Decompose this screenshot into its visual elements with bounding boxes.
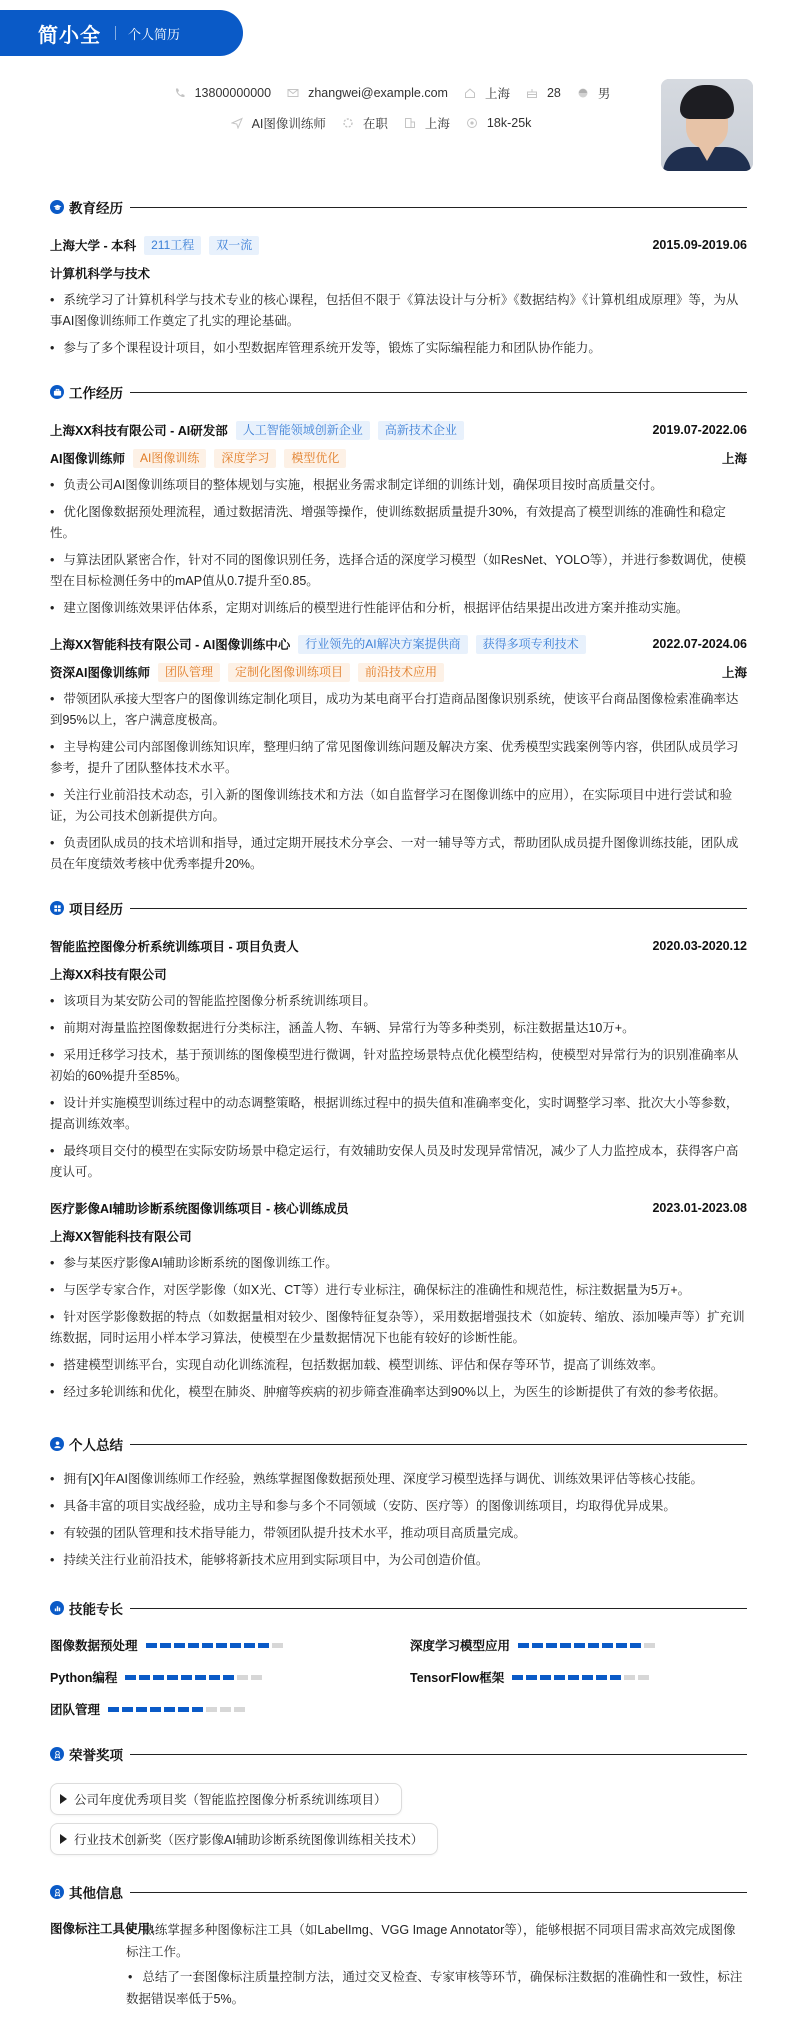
list-item: • 优化图像数据预处理流程，通过数据清洗、增强等操作，使训练数据质量提升30%，有效提高了模型训练的准确性和稳定性。 — [50, 502, 747, 544]
skill-segment-filled — [122, 1707, 133, 1712]
contact-status — [342, 114, 388, 132]
skill-segment-empty — [272, 1643, 283, 1648]
project-date: 2020.03-2020.12 — [652, 939, 747, 953]
skill-name: 深度学习模型应用 — [410, 1639, 511, 1653]
skill-segment-filled — [178, 1707, 189, 1712]
awards-list — [50, 1775, 747, 1855]
skill-segment-filled — [202, 1643, 213, 1648]
list-item: • 主导构建公司内部图像训练知识库，整理归纳了常见图像训练问题及解决方案、优秀模型实践案例等内容，供团队成员学习参考，提升了团队整体技术水平。 — [50, 737, 747, 779]
company-tag: 高新技术企业 — [378, 421, 464, 440]
list-item: • 具备丰富的项目实战经验，成功主导和参与多个不同领域（安防、医疗等）的图像训练项目，均取得优异成果。 — [50, 1496, 747, 1517]
skill-segment-filled — [588, 1643, 599, 1648]
skill-item — [410, 1637, 747, 1653]
skill-segment-filled — [574, 1643, 585, 1648]
skill-segment-filled — [244, 1643, 255, 1648]
contact-salary — [466, 116, 531, 130]
skill-level-bar — [108, 1707, 248, 1712]
gender-icon — [577, 87, 589, 99]
avatar-photo — [661, 79, 753, 171]
award-item[interactable] — [50, 1823, 438, 1855]
section-skills — [50, 1597, 747, 1717]
job-title: AI图像训练师 — [251, 117, 326, 131]
header-banner — [0, 10, 243, 56]
resume-name: 简小全 — [38, 24, 101, 47]
skill-segment-empty — [638, 1675, 649, 1680]
list-item: • 参与某医疗影像AI辅助诊断系统的图像训练工作。 — [50, 1253, 747, 1274]
other-info-row — [50, 1919, 747, 2013]
section-header — [50, 381, 747, 403]
skill-segment-empty — [644, 1643, 655, 1648]
project-name: 医疗影像AI辅助诊断系统图像训练项目 - 核心训练成员 — [50, 1202, 349, 1216]
skill-segment-filled — [546, 1643, 557, 1648]
education-date: 2015.09-2019.06 — [652, 238, 747, 252]
list-item: • 系统学习了计算机科学与技术专业的核心课程，包括但不限于《算法设计与分析》《数据结构》《计算机组成原理》等，为从事AI图像训练师工作奠定了扎实的理论基础。 — [50, 290, 747, 332]
skill-segment-filled — [526, 1675, 537, 1680]
skill-segment-filled — [258, 1643, 269, 1648]
city-icon — [404, 117, 416, 129]
section-title: 个人总结 — [69, 1438, 123, 1453]
list-item: • 设计并实施模型训练过程中的动态调整策略，根据训练过程中的损失值和准确率变化，实时调整学习率、批次大小等参数，提高训练效率。 — [50, 1093, 747, 1135]
work-entry-header — [50, 421, 747, 439]
section-divider — [130, 392, 747, 393]
skill-level-bar — [512, 1675, 652, 1680]
skill-segment-empty — [624, 1675, 635, 1680]
work-location: 上海 — [721, 666, 747, 680]
expected-salary: 18k-25k — [486, 116, 532, 130]
list-item: • 经过多轮训练和优化，模型在肺炎、肿瘤等疾病的初步筛查准确率达到90%以上，为医生的诊断提供了有效的参考依据。 — [50, 1382, 747, 1403]
section-awards — [50, 1743, 747, 1855]
project-entry-header — [50, 937, 747, 955]
list-item: • 负责公司AI图像训练项目的整体规划与实施，根据业务需求制定详细的训练计划，确保项目按时高质量交付。 — [50, 475, 747, 496]
list-item: • 负责团队成员的技术培训和指导，通过定期开展技术分享会、一对一辅导等方式，帮助团队成员提升图像训练技能，团队成员在年度绩效考核中优秀率提升20%。 — [50, 833, 747, 875]
residence-city: 上海 — [484, 87, 510, 101]
award-item[interactable] — [50, 1783, 402, 1815]
list-item: • 有较强的团队管理和技术指导能力，带领团队提升技术水平，推动项目高质量完成。 — [50, 1523, 747, 1544]
skill-item — [50, 1669, 410, 1685]
other-info-bullets — [126, 1919, 747, 2013]
position-tag: 深度学习 — [214, 449, 276, 468]
skill-segment-filled — [596, 1675, 607, 1680]
skill-segment-filled — [582, 1675, 593, 1680]
company-name: 上海XX科技有限公司 - AI研发部 — [50, 424, 228, 438]
skill-segment-filled — [188, 1643, 199, 1648]
project-company-line — [50, 965, 747, 983]
skill-segment-filled — [610, 1675, 621, 1680]
skill-segment-filled — [518, 1643, 529, 1648]
section-title: 技能专长 — [69, 1602, 123, 1617]
list-item: • 采用迁移学习技术，基于预训练的图像模型进行微调，针对监控场景特点优化模型结构，使模型对异常行为的识别准确率从初始的60%提升至85%。 — [50, 1045, 747, 1087]
skill-segment-filled — [160, 1643, 171, 1648]
briefcase-icon — [50, 385, 64, 399]
skill-segment-filled — [195, 1675, 206, 1680]
award-icon — [50, 1747, 64, 1761]
section-divider — [130, 207, 747, 208]
work-location: 上海 — [721, 452, 747, 466]
section-title: 其他信息 — [69, 1886, 123, 1901]
skill-name: Python编程 — [50, 1671, 118, 1685]
skill-segment-filled — [216, 1643, 227, 1648]
company-tag: 行业领先的AI解决方案提供商 — [298, 635, 467, 654]
skill-name: 团队管理 — [50, 1703, 101, 1717]
section-header — [50, 1881, 747, 1903]
position-tag: 定制化图像训练项目 — [228, 663, 350, 682]
skill-level-bar — [125, 1675, 265, 1680]
home-icon — [464, 87, 476, 99]
summary-bullets — [50, 1469, 747, 1571]
position-tag: AI图像训练 — [133, 449, 206, 468]
skill-segment-filled — [146, 1643, 157, 1648]
section-header — [50, 1433, 747, 1455]
company-tag: 人工智能领域创新企业 — [236, 421, 370, 440]
skill-segment-filled — [125, 1675, 136, 1680]
list-item: • 搭建模型训练平台，实现自动化训练流程，包括数据加载、模型训练、评估和保存等环节，提高了训练效率。 — [50, 1355, 747, 1376]
skill-segment-filled — [532, 1643, 543, 1648]
phone-icon — [174, 87, 186, 99]
skill-segment-filled — [181, 1675, 192, 1680]
list-item: • 关注行业前沿技术动态，引入新的图像训练技术和方法（如自监督学习在图像训练中的应用），在实际项目中进行尝试和验证，为公司技术创新提供方向。 — [50, 785, 747, 827]
skill-item — [50, 1701, 410, 1717]
award-label: 公司年度优秀项目奖（智能监控图像分析系统训练项目） — [74, 1793, 387, 1807]
skill-segment-filled — [540, 1675, 551, 1680]
project-date: 2023.01-2023.08 — [652, 1201, 747, 1215]
list-item: • 拥有[X]年AI图像训练师工作经验，熟练掌握图像数据预处理、深度学习模型选择与调优、训练效果评估等核心技能。 — [50, 1469, 747, 1490]
section-header — [50, 196, 747, 218]
position-title: 资深AI图像训练师 — [50, 666, 151, 680]
other-info-label: 图像标注工具使用: — [50, 1922, 155, 1936]
skill-segment-empty — [251, 1675, 262, 1680]
major-line — [50, 264, 747, 282]
expand-triangle-icon — [60, 1794, 67, 1804]
age-value: 28 — [546, 86, 561, 100]
skill-level-bar — [518, 1643, 658, 1648]
info-icon — [50, 1885, 64, 1899]
graduation-cap-icon — [50, 200, 64, 214]
skill-segment-filled — [616, 1643, 627, 1648]
work-bullets — [50, 475, 747, 619]
skill-segment-filled — [108, 1707, 119, 1712]
skill-level-bar — [146, 1643, 286, 1648]
status-icon — [342, 117, 354, 129]
section-title: 项目经历 — [69, 902, 123, 917]
skill-segment-empty — [237, 1675, 248, 1680]
skill-segment-filled — [164, 1707, 175, 1712]
age-icon — [526, 87, 538, 99]
skill-segment-filled — [512, 1675, 523, 1680]
work-bullets — [50, 689, 747, 875]
skill-segment-empty — [220, 1707, 231, 1712]
skill-segment-filled — [192, 1707, 203, 1712]
skill-segment-filled — [554, 1675, 565, 1680]
section-divider — [130, 908, 747, 909]
mail-icon — [287, 87, 299, 99]
phone-number: 13800000000 — [194, 86, 272, 100]
contact-email — [287, 86, 448, 100]
skill-segment-filled — [223, 1675, 234, 1680]
education-bullets — [50, 290, 747, 359]
section-divider — [130, 1754, 747, 1755]
project-name: 智能监控图像分析系统训练项目 - 项目负责人 — [50, 940, 299, 954]
skill-segment-filled — [174, 1643, 185, 1648]
list-item: • 与医学专家合作，对医学影像（如X光、CT等）进行专业标注，确保标注的准确性和规范性，标注数据量为5万+。 — [50, 1280, 747, 1301]
skill-segment-filled — [136, 1707, 147, 1712]
section-title: 荣誉奖项 — [69, 1748, 123, 1763]
section-other — [50, 1881, 747, 2013]
project-bullets — [50, 991, 747, 1183]
list-item: • 建立图像训练效果评估体系，定期对训练后的模型进行性能评估和分析，根据评估结果提出改进方案并推动实施。 — [50, 598, 747, 619]
section-divider — [130, 1608, 747, 1609]
skill-segment-filled — [153, 1675, 164, 1680]
project-company: 上海XX智能科技有限公司 — [50, 1230, 192, 1244]
section-header — [50, 897, 747, 919]
section-divider — [130, 1892, 747, 1893]
skill-segment-filled — [209, 1675, 220, 1680]
skills-grid — [50, 1637, 747, 1717]
skill-segment-empty — [206, 1707, 217, 1712]
contact-gender — [577, 84, 611, 102]
user-icon — [50, 1437, 64, 1451]
list-item: • 持续关注行业前沿技术，能够将新技术应用到实际项目中，为公司创造价值。 — [50, 1550, 747, 1571]
list-item: • 总结了一套图像标注质量控制方法，通过交叉检查、专家审核等环节，确保标注数据的准确性和一致性，标注数据错误率低于5%。 — [126, 1966, 747, 2010]
email-address: zhangwei@example.com — [308, 86, 448, 100]
award-label: 行业技术创新奖（医疗影像AI辅助诊断系统图像训练相关技术） — [74, 1833, 424, 1847]
contact-phone — [174, 86, 271, 100]
contact-residence — [464, 84, 510, 102]
position-title: AI图像训练师 — [50, 452, 126, 466]
position-line — [50, 663, 747, 681]
section-summary — [50, 1433, 747, 1571]
contact-target-city — [404, 114, 450, 132]
section-education — [50, 196, 747, 359]
project-company-line — [50, 1227, 747, 1245]
skill-item — [410, 1669, 747, 1685]
company-name: 上海XX智能科技有限公司 - AI图像训练中心 — [50, 638, 291, 652]
list-item: • 该项目为某安防公司的智能监控图像分析系统训练项目。 — [50, 991, 747, 1012]
major-name: 计算机科学与技术 — [50, 267, 151, 281]
list-item: • 带领团队承接大型客户的图像训练定制化项目，成功为某电商平台打造商品图像识别系统，使该平台商品图像检索准确率达到95%以上，客户满意度极高。 — [50, 689, 747, 731]
section-header — [50, 1743, 747, 1765]
employment-status: 在职 — [362, 117, 388, 131]
skill-name: 图像数据预处理 — [50, 1639, 138, 1653]
job-icon — [231, 117, 243, 129]
expand-triangle-icon — [60, 1834, 67, 1844]
header-divider — [115, 26, 116, 40]
list-item: • 熟练掌握多种图像标注工具（如LabelImg、VGG Image Annotator等），能够根据不同项目需求高效完成图像标注工作。 — [126, 1919, 747, 1963]
skill-segment-filled — [630, 1643, 641, 1648]
section-projects — [50, 897, 747, 1403]
project-entry-header — [50, 1199, 747, 1217]
skill-segment-filled — [150, 1707, 161, 1712]
project-company: 上海XX科技有限公司 — [50, 968, 167, 982]
school-name: 上海大学 - 本科 — [50, 239, 137, 253]
company-tag: 获得多项专利技术 — [476, 635, 586, 654]
skill-segment-empty — [234, 1707, 245, 1712]
skill-segment-filled — [230, 1643, 241, 1648]
project-bullets — [50, 1253, 747, 1403]
grid-icon — [50, 901, 64, 915]
position-tag: 模型优化 — [284, 449, 346, 468]
section-header — [50, 1597, 747, 1619]
list-item: • 参与了多个课程设计项目，如小型数据库管理系统开发等，锻炼了实际编程能力和团队协作能力。 — [50, 338, 747, 359]
school-tag: 211工程 — [144, 236, 201, 255]
work-date: 2022.07-2024.06 — [652, 637, 747, 651]
skill-name: TensorFlow框架 — [410, 1671, 505, 1685]
position-line — [50, 449, 747, 467]
work-date: 2019.07-2022.06 — [652, 423, 747, 437]
resume-subtitle: 个人简历 — [128, 26, 181, 42]
section-title: 工作经历 — [69, 386, 123, 401]
skill-segment-filled — [560, 1643, 571, 1648]
bar-chart-icon — [50, 1601, 64, 1615]
skill-item — [50, 1637, 410, 1653]
section-work — [50, 381, 747, 875]
skill-segment-filled — [568, 1675, 579, 1680]
section-title: 教育经历 — [69, 201, 123, 216]
position-tag: 团队管理 — [158, 663, 220, 682]
skill-segment-filled — [167, 1675, 178, 1680]
list-item: • 针对医学影像数据的特点（如数据量相对较少、图像特征复杂等），采用数据增强技术（如旋转、缩放、添加噪声等）扩充训练数据，同时运用小样本学习算法，使模型在少量数据情况下也能有较好的诊断性能。 — [50, 1307, 747, 1349]
section-divider — [130, 1444, 747, 1445]
work-entry-header — [50, 635, 747, 653]
skill-segment-filled — [139, 1675, 150, 1680]
contact-job — [231, 114, 326, 132]
education-entry-header — [50, 236, 747, 254]
salary-icon — [466, 117, 478, 129]
resume-content — [50, 196, 747, 2013]
skill-segment-filled — [602, 1643, 613, 1648]
list-item: • 与算法团队紧密合作，针对不同的图像识别任务，选择合适的深度学习模型（如ResNet、YOLO等），并进行参数调优，使模型在目标检测任务中的mAP值从0.7提升至0.85。 — [50, 550, 747, 592]
contact-age — [526, 86, 561, 100]
list-item: • 最终项目交付的模型在实际安防场景中稳定运行，有效辅助安保人员及时发现异常情况，减少了人力监控成本，获得客户高度认可。 — [50, 1141, 747, 1183]
list-item: • 前期对海量监控图像数据进行分类标注，涵盖人物、车辆、异常行为等多种类别，标注数据量达10万+。 — [50, 1018, 747, 1039]
target-city: 上海 — [424, 117, 450, 131]
position-tag: 前沿技术应用 — [358, 663, 444, 682]
gender-value: 男 — [597, 87, 611, 101]
school-tag: 双一流 — [209, 236, 259, 255]
